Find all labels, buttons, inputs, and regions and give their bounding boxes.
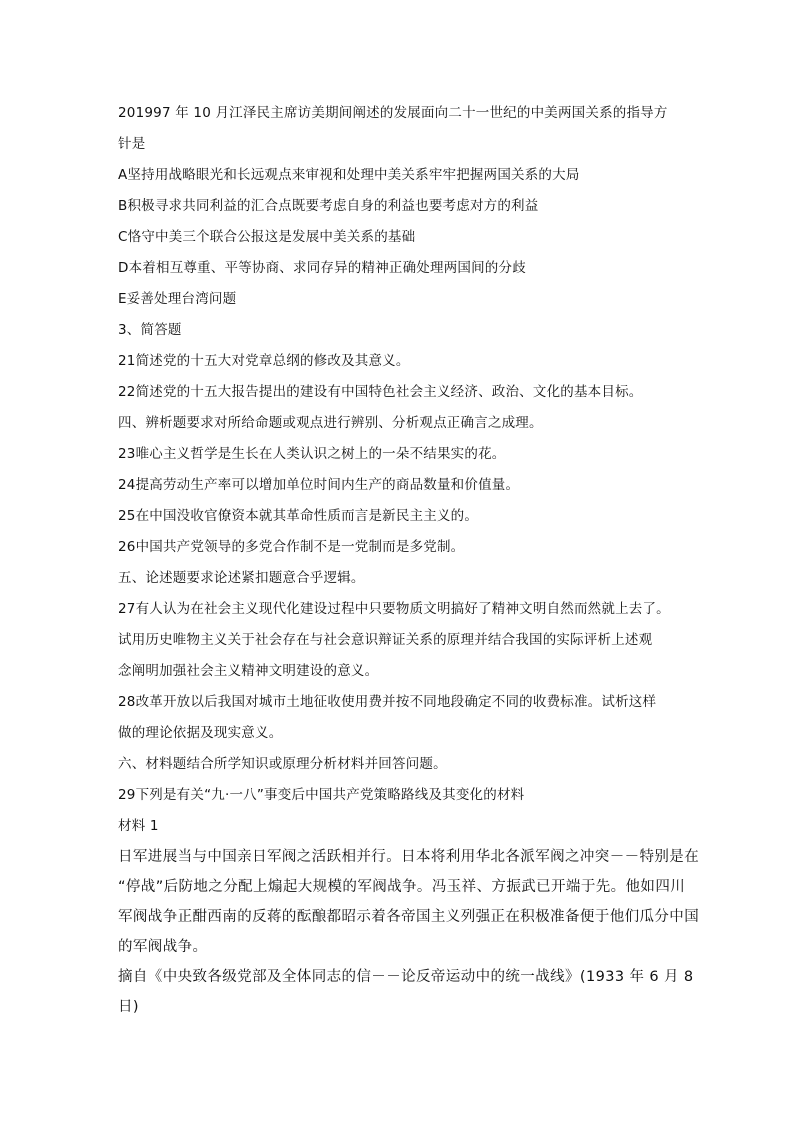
question-28-line-1: 28改革开放以后我国对城市土地征收使用费并按不同地段确定不同的收费标准。试析这样	[118, 694, 657, 710]
question-20-line-1: 201997 年 10 月江泽民主席访美期间阐述的发展面向二十一世纪的中美两国关系的指导方	[118, 105, 668, 121]
document-page	[118, 98, 700, 1022]
material-1-source-line-2: 日)	[118, 999, 139, 1015]
option-b: B积极寻求共同利益的汇合点既要考虑自身的利益也要考虑对方的利益	[118, 198, 539, 214]
material-1-text-line-3: 军阀战争正酣西南的反蒋的酝酿都昭示着各帝国主义列强正在积极准备便于他们瓜分中国	[118, 909, 700, 925]
question-23: 23唯心主义哲学是生长在人类认识之树上的一朵不结果实的花。	[118, 446, 506, 462]
question-27-line-3: 念阐明加强社会主义精神文明建设的意义。	[118, 663, 379, 679]
section-heading-essay: 五、论述题要求论述紧扣题意合乎逻辑。	[118, 570, 365, 586]
option-a: A坚持用战略眼光和长远观点来审视和处理中美关系牢牢把握两国关系的大局	[118, 167, 580, 183]
section-heading-material: 六、材料题结合所学知识或原理分析材料并回答问题。	[118, 756, 447, 772]
question-21: 21简述党的十五大对党章总纲的修改及其意义。	[118, 353, 410, 369]
material-1-text-line-1: 日军进展当与中国亲日军阀之活跃相并行。日本将利用华北各派军阀之冲突－－特别是在	[118, 849, 700, 865]
question-24: 24提高劳动生产率可以增加单位时间内生产的商品数量和价值量。	[118, 477, 520, 493]
section-heading-analysis: 四、辨析题要求对所给命题或观点进行辨别、分析观点正确言之成理。	[118, 415, 543, 431]
question-27-line-2: 试用历史唯物主义关于社会存在与社会意识辩证关系的原理并结合我国的实际评析上述观	[118, 632, 653, 648]
option-e: E妥善处理台湾问题	[118, 291, 237, 307]
section-heading-short-answer: 3、简答题	[118, 322, 182, 338]
question-20-line-2: 针是	[118, 136, 146, 152]
question-22: 22简述党的十五大报告提出的建设有中国特色社会主义经济、政治、文化的基本目标。	[118, 384, 643, 400]
option-c: C恪守中美三个联合公报这是发展中美关系的基础	[118, 229, 416, 245]
question-28-line-2: 做的理论依据及现实意义。	[118, 725, 283, 741]
option-d: D本着相互尊重、平等协商、求同存异的精神正确处理两国间的分歧	[118, 260, 526, 276]
material-1-label: 材料 1	[118, 818, 159, 834]
material-1-text-line-4: 的军阀战争。	[118, 939, 208, 955]
material-1-source-line-1: 摘自《中央致各级党部及全体同志的信－－论反帝运动中的统一战线》(1933 年 6 月 8	[118, 969, 694, 985]
question-26: 26中国共产党领导的多党合作制不是一党制而是多党制。	[118, 539, 465, 555]
question-25: 25在中国没收官僚资本就其革命性质而言是新民主主义的。	[118, 508, 479, 524]
question-29: 29下列是有关“九·一八”事变后中国共产党策略路线及其变化的材料	[118, 787, 525, 803]
question-27-line-1: 27有人认为在社会主义现代化建设过程中只要物质文明搞好了精神文明自然而然就上去了。	[118, 601, 670, 617]
material-1-text-line-2: “停战”后防地之分配上煽起大规模的军阀战争。冯玉祥、方振武已开端于先。他如四川	[118, 879, 686, 895]
